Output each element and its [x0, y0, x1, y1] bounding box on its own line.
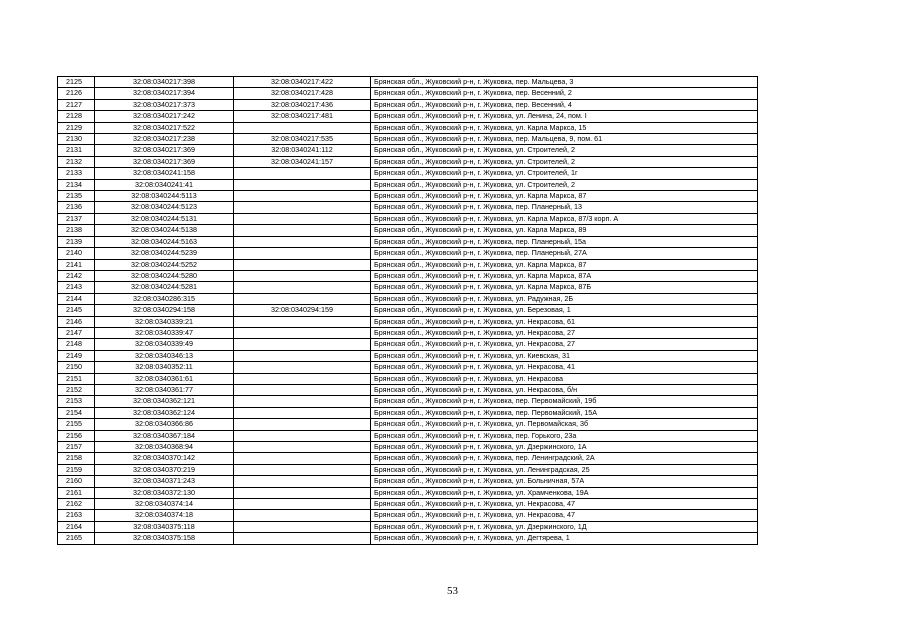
row-number-cell: 2153 — [58, 396, 95, 407]
row-number-cell: 2145 — [58, 305, 95, 316]
address-cell: Брянская обл., Жуковский р-н, г. Жуковка, ул. Карла Маркса, 87 — [371, 191, 758, 202]
address-cell: Брянская обл., Жуковский р-н, г. Жуковка, ул. Некрасова, 27 — [371, 339, 758, 350]
cadastral-number-cell: 32:08:0340346:13 — [95, 350, 234, 361]
table-row — [58, 236, 758, 247]
address-cell: Брянская обл., Жуковский р-н, г. Жуковка, пер. Первомайский, 15А — [371, 407, 758, 418]
address-cell: Брянская обл., Жуковский р-н, г. Жуковка, ул. Строителей, 1г — [371, 168, 758, 179]
address-cell: Брянская обл., Жуковский р-н, г. Жуковка, ул. Березовая, 1 — [371, 305, 758, 316]
cadastral-number-cell: 32:08:0340361:61 — [95, 373, 234, 384]
address-cell: Брянская обл., Жуковский р-н, г. Жуковка, ул. Некрасова, 61 — [371, 316, 758, 327]
cadastral-number-cell: 32:08:0340217:398 — [95, 77, 234, 88]
cadastral-number-cell: 32:08:0340244:5252 — [95, 259, 234, 270]
cadastral-number-cell: 32:08:0340217:373 — [95, 99, 234, 110]
table-row — [58, 521, 758, 532]
related-cadastral-number-cell: 32:08:0340241:157 — [234, 156, 371, 167]
row-number-cell: 2141 — [58, 259, 95, 270]
row-number-cell: 2156 — [58, 430, 95, 441]
related-cadastral-number-cell — [234, 282, 371, 293]
row-number-cell: 2144 — [58, 293, 95, 304]
cadastral-number-cell: 32:08:0340339:21 — [95, 316, 234, 327]
related-cadastral-number-cell: 32:08:0340217:535 — [234, 134, 371, 145]
row-number-cell: 2127 — [58, 99, 95, 110]
cadastral-number-cell: 32:08:0340244:5131 — [95, 213, 234, 224]
related-cadastral-number-cell: 32:08:0340217:436 — [234, 99, 371, 110]
table-row — [58, 487, 758, 498]
cadastral-number-cell: 32:08:0340244:5239 — [95, 248, 234, 259]
row-number-cell: 2148 — [58, 339, 95, 350]
table-row — [58, 191, 758, 202]
related-cadastral-number-cell — [234, 202, 371, 213]
related-cadastral-number-cell — [234, 442, 371, 453]
address-cell: Брянская обл., Жуковский р-н, г. Жуковка, пер. Первомайский, 19б — [371, 396, 758, 407]
address-cell: Брянская обл., Жуковский р-н, г. Жуковка, пер. Ленинградский, 2А — [371, 453, 758, 464]
address-cell: Брянская обл., Жуковский р-н, г. Жуковка, ул. Карла Маркса, 87 — [371, 259, 758, 270]
address-cell: Брянская обл., Жуковский р-н, г. Жуковка, ул. Дегтярева, 1 — [371, 533, 758, 544]
row-number-cell: 2134 — [58, 179, 95, 190]
table-row — [58, 259, 758, 270]
table-row — [58, 305, 758, 316]
cadastral-number-cell: 32:08:0340366:86 — [95, 419, 234, 430]
row-number-cell: 2147 — [58, 327, 95, 338]
row-number-cell: 2158 — [58, 453, 95, 464]
related-cadastral-number-cell — [234, 248, 371, 259]
related-cadastral-number-cell — [234, 487, 371, 498]
row-number-cell: 2140 — [58, 248, 95, 259]
table-row — [58, 134, 758, 145]
address-cell: Брянская обл., Жуковский р-н, г. Жуковка, ул. Ленинградская, 25 — [371, 464, 758, 475]
cadastral-number-cell: 32:08:0340339:47 — [95, 327, 234, 338]
related-cadastral-number-cell — [234, 499, 371, 510]
row-number-cell: 2160 — [58, 476, 95, 487]
row-number-cell: 2154 — [58, 407, 95, 418]
table-row — [58, 99, 758, 110]
address-cell: Брянская обл., Жуковский р-н, г. Жуковка, ул. Карла Маркса, 87Б — [371, 282, 758, 293]
row-number-cell: 2133 — [58, 168, 95, 179]
table-row — [58, 384, 758, 395]
row-number-cell: 2151 — [58, 373, 95, 384]
table-row — [58, 248, 758, 259]
address-cell: Брянская обл., Жуковский р-н, г. Жуковка, ул. Карла Маркса, 15 — [371, 122, 758, 133]
address-cell: Брянская обл., Жуковский р-н, г. Жуковка, ул. Некрасова, 47 — [371, 510, 758, 521]
address-cell: Брянская обл., Жуковский р-н, г. Жуковка, ул. Карла Маркса, 87/3 корп. А — [371, 213, 758, 224]
address-cell: Брянская обл., Жуковский р-н, г. Жуковка, ул. Дзержинского, 1Д — [371, 521, 758, 532]
related-cadastral-number-cell — [234, 293, 371, 304]
address-cell: Брянская обл., Жуковский р-н, г. Жуковка, пер. Весенний, 2 — [371, 88, 758, 99]
address-cell: Брянская обл., Жуковский р-н, г. Жуковка, ул. Некрасова, б/н — [371, 384, 758, 395]
related-cadastral-number-cell — [234, 533, 371, 544]
related-cadastral-number-cell — [234, 259, 371, 270]
cadastral-number-cell: 32:08:0340294:158 — [95, 305, 234, 316]
table-row — [58, 316, 758, 327]
cadastral-number-cell: 32:08:0340241:41 — [95, 179, 234, 190]
row-number-cell: 2157 — [58, 442, 95, 453]
related-cadastral-number-cell — [234, 179, 371, 190]
address-cell: Брянская обл., Жуковский р-н, г. Жуковка, ул. Киевская, 31 — [371, 350, 758, 361]
table-row — [58, 156, 758, 167]
related-cadastral-number-cell — [234, 464, 371, 475]
row-number-cell: 2138 — [58, 225, 95, 236]
row-number-cell: 2159 — [58, 464, 95, 475]
related-cadastral-number-cell: 32:08:0340217:428 — [234, 88, 371, 99]
table-row — [58, 145, 758, 156]
related-cadastral-number-cell — [234, 396, 371, 407]
related-cadastral-number-cell: 32:08:0340241:112 — [234, 145, 371, 156]
cadastral-number-cell: 32:08:0340244:5113 — [95, 191, 234, 202]
address-cell: Брянская обл., Жуковский р-н, г. Жуковка, ул. Дзержинского, 1А — [371, 442, 758, 453]
address-cell: Брянская обл., Жуковский р-н, г. Жуковка, ул. Строителей, 2 — [371, 179, 758, 190]
cadastral-number-cell: 32:08:0340244:5123 — [95, 202, 234, 213]
row-number-cell: 2161 — [58, 487, 95, 498]
address-cell: Брянская обл., Жуковский р-н, г. Жуковка, пер. Планерный, 27А — [371, 248, 758, 259]
table-row — [58, 111, 758, 122]
cadastral-number-cell: 32:08:0340374:18 — [95, 510, 234, 521]
related-cadastral-number-cell — [234, 327, 371, 338]
table-row — [58, 362, 758, 373]
related-cadastral-number-cell — [234, 225, 371, 236]
related-cadastral-number-cell — [234, 510, 371, 521]
related-cadastral-number-cell — [234, 191, 371, 202]
address-cell: Брянская обл., Жуковский р-н, г. Жуковка, пер. Планерный, 13 — [371, 202, 758, 213]
address-cell: Брянская обл., Жуковский р-н, г. Жуковка, ул. Больничная, 57А — [371, 476, 758, 487]
table-row — [58, 122, 758, 133]
address-cell: Брянская обл., Жуковский р-н, г. Жуковка, ул. Радужная, 2Б — [371, 293, 758, 304]
related-cadastral-number-cell — [234, 122, 371, 133]
cadastral-number-cell: 32:08:0340217:238 — [95, 134, 234, 145]
table-row — [58, 510, 758, 521]
cadastral-number-cell: 32:08:0340217:522 — [95, 122, 234, 133]
cadastral-number-cell: 32:08:0340244:5280 — [95, 270, 234, 281]
table-row — [58, 396, 758, 407]
row-number-cell: 2142 — [58, 270, 95, 281]
row-number-cell: 2136 — [58, 202, 95, 213]
address-cell: Брянская обл., Жуковский р-н, г. Жуковка, ул. Строителей, 2 — [371, 156, 758, 167]
table-row — [58, 350, 758, 361]
row-number-cell: 2149 — [58, 350, 95, 361]
cadastral-number-cell: 32:08:0340217:369 — [95, 156, 234, 167]
related-cadastral-number-cell — [234, 419, 371, 430]
cadastral-number-cell: 32:08:0340371:243 — [95, 476, 234, 487]
table-row — [58, 213, 758, 224]
cadastral-number-cell: 32:08:0340352:11 — [95, 362, 234, 373]
address-cell: Брянская обл., Жуковский р-н, г. Жуковка, пер. Мальцева, 9, пом. 61 — [371, 134, 758, 145]
address-cell: Брянская обл., Жуковский р-н, г. Жуковка, ул. Некрасова, 47 — [371, 499, 758, 510]
row-number-cell: 2125 — [58, 77, 95, 88]
table-row — [58, 77, 758, 88]
related-cadastral-number-cell — [234, 384, 371, 395]
row-number-cell: 2146 — [58, 316, 95, 327]
cadastral-number-cell: 32:08:0340244:5163 — [95, 236, 234, 247]
address-cell: Брянская обл., Жуковский р-н, г. Жуковка, ул. Первомайская, 3б — [371, 419, 758, 430]
address-cell: Брянская обл., Жуковский р-н, г. Жуковка, ул. Ленина, 24, пом. I — [371, 111, 758, 122]
cadastral-number-cell: 32:08:0340362:124 — [95, 407, 234, 418]
cadastral-number-cell: 32:08:0340370:142 — [95, 453, 234, 464]
address-cell: Брянская обл., Жуковский р-н, г. Жуковка, ул. Строителей, 2 — [371, 145, 758, 156]
row-number-cell: 2135 — [58, 191, 95, 202]
cadastral-number-cell: 32:08:0340244:5281 — [95, 282, 234, 293]
related-cadastral-number-cell — [234, 407, 371, 418]
related-cadastral-number-cell — [234, 316, 371, 327]
address-cell: Брянская обл., Жуковский р-н, г. Жуковка, ул. Карла Маркса, 89 — [371, 225, 758, 236]
registry-table-body — [58, 77, 758, 545]
row-number-cell: 2139 — [58, 236, 95, 247]
cadastral-number-cell: 32:08:0340244:5138 — [95, 225, 234, 236]
table-row — [58, 453, 758, 464]
row-number-cell: 2137 — [58, 213, 95, 224]
cadastral-number-cell: 32:08:0340339:49 — [95, 339, 234, 350]
row-number-cell: 2131 — [58, 145, 95, 156]
registry-table — [57, 76, 758, 545]
cadastral-number-cell: 32:08:0340367:184 — [95, 430, 234, 441]
table-row — [58, 168, 758, 179]
related-cadastral-number-cell: 32:08:0340294:159 — [234, 305, 371, 316]
address-cell: Брянская обл., Жуковский р-н, г. Жуковка, ул. Некрасова, 41 — [371, 362, 758, 373]
row-number-cell: 2150 — [58, 362, 95, 373]
related-cadastral-number-cell — [234, 373, 371, 384]
cadastral-number-cell: 32:08:0340375:158 — [95, 533, 234, 544]
table-row — [58, 270, 758, 281]
table-row — [58, 225, 758, 236]
table-row — [58, 419, 758, 430]
related-cadastral-number-cell — [234, 362, 371, 373]
cadastral-number-cell: 32:08:0340361:77 — [95, 384, 234, 395]
address-cell: Брянская обл., Жуковский р-н, г. Жуковка, пер. Планерный, 15а — [371, 236, 758, 247]
cadastral-number-cell: 32:08:0340362:121 — [95, 396, 234, 407]
page-number: 53 — [447, 585, 458, 597]
table-row — [58, 407, 758, 418]
table-row — [58, 476, 758, 487]
related-cadastral-number-cell — [234, 350, 371, 361]
table-row — [58, 88, 758, 99]
cadastral-number-cell: 32:08:0340241:158 — [95, 168, 234, 179]
row-number-cell: 2162 — [58, 499, 95, 510]
cadastral-number-cell: 32:08:0340368:94 — [95, 442, 234, 453]
table-row — [58, 430, 758, 441]
row-number-cell: 2155 — [58, 419, 95, 430]
table-row — [58, 282, 758, 293]
table-row — [58, 373, 758, 384]
cadastral-number-cell: 32:08:0340374:14 — [95, 499, 234, 510]
related-cadastral-number-cell — [234, 430, 371, 441]
row-number-cell: 2163 — [58, 510, 95, 521]
cadastral-number-cell: 32:08:0340375:118 — [95, 521, 234, 532]
cadastral-number-cell: 32:08:0340217:242 — [95, 111, 234, 122]
related-cadastral-number-cell: 32:08:0340217:422 — [234, 77, 371, 88]
address-cell: Брянская обл., Жуковский р-н, г. Жуковка, пер. Мальцева, 3 — [371, 77, 758, 88]
table-row — [58, 202, 758, 213]
table-row — [58, 533, 758, 544]
address-cell: Брянская обл., Жуковский р-н, г. Жуковка, ул. Некрасова, 27 — [371, 327, 758, 338]
related-cadastral-number-cell — [234, 476, 371, 487]
table-row — [58, 339, 758, 350]
related-cadastral-number-cell — [234, 270, 371, 281]
cadastral-number-cell: 32:08:0340370:219 — [95, 464, 234, 475]
row-number-cell: 2126 — [58, 88, 95, 99]
address-cell: Брянская обл., Жуковский р-н, г. Жуковка, пер. Горького, 23а — [371, 430, 758, 441]
related-cadastral-number-cell: 32:08:0340217:481 — [234, 111, 371, 122]
row-number-cell: 2143 — [58, 282, 95, 293]
address-cell: Брянская обл., Жуковский р-н, г. Жуковка, ул. Карла Маркса, 87А — [371, 270, 758, 281]
table-row — [58, 179, 758, 190]
row-number-cell: 2152 — [58, 384, 95, 395]
table-row — [58, 293, 758, 304]
row-number-cell: 2129 — [58, 122, 95, 133]
table-row — [58, 327, 758, 338]
related-cadastral-number-cell — [234, 168, 371, 179]
address-cell: Брянская обл., Жуковский р-н, г. Жуковка, ул. Храмченкова, 19А — [371, 487, 758, 498]
cadastral-number-cell: 32:08:0340372:130 — [95, 487, 234, 498]
table-row — [58, 499, 758, 510]
related-cadastral-number-cell — [234, 521, 371, 532]
related-cadastral-number-cell — [234, 236, 371, 247]
row-number-cell: 2164 — [58, 521, 95, 532]
related-cadastral-number-cell — [234, 339, 371, 350]
row-number-cell: 2165 — [58, 533, 95, 544]
related-cadastral-number-cell — [234, 453, 371, 464]
table-row — [58, 464, 758, 475]
cadastral-number-cell: 32:08:0340286:315 — [95, 293, 234, 304]
related-cadastral-number-cell — [234, 213, 371, 224]
row-number-cell: 2132 — [58, 156, 95, 167]
row-number-cell: 2128 — [58, 111, 95, 122]
cadastral-number-cell: 32:08:0340217:369 — [95, 145, 234, 156]
row-number-cell: 2130 — [58, 134, 95, 145]
address-cell: Брянская обл., Жуковский р-н, г. Жуковка, ул. Некрасова — [371, 373, 758, 384]
table-row — [58, 442, 758, 453]
address-cell: Брянская обл., Жуковский р-н, г. Жуковка, пер. Весенний, 4 — [371, 99, 758, 110]
cadastral-number-cell: 32:08:0340217:394 — [95, 88, 234, 99]
